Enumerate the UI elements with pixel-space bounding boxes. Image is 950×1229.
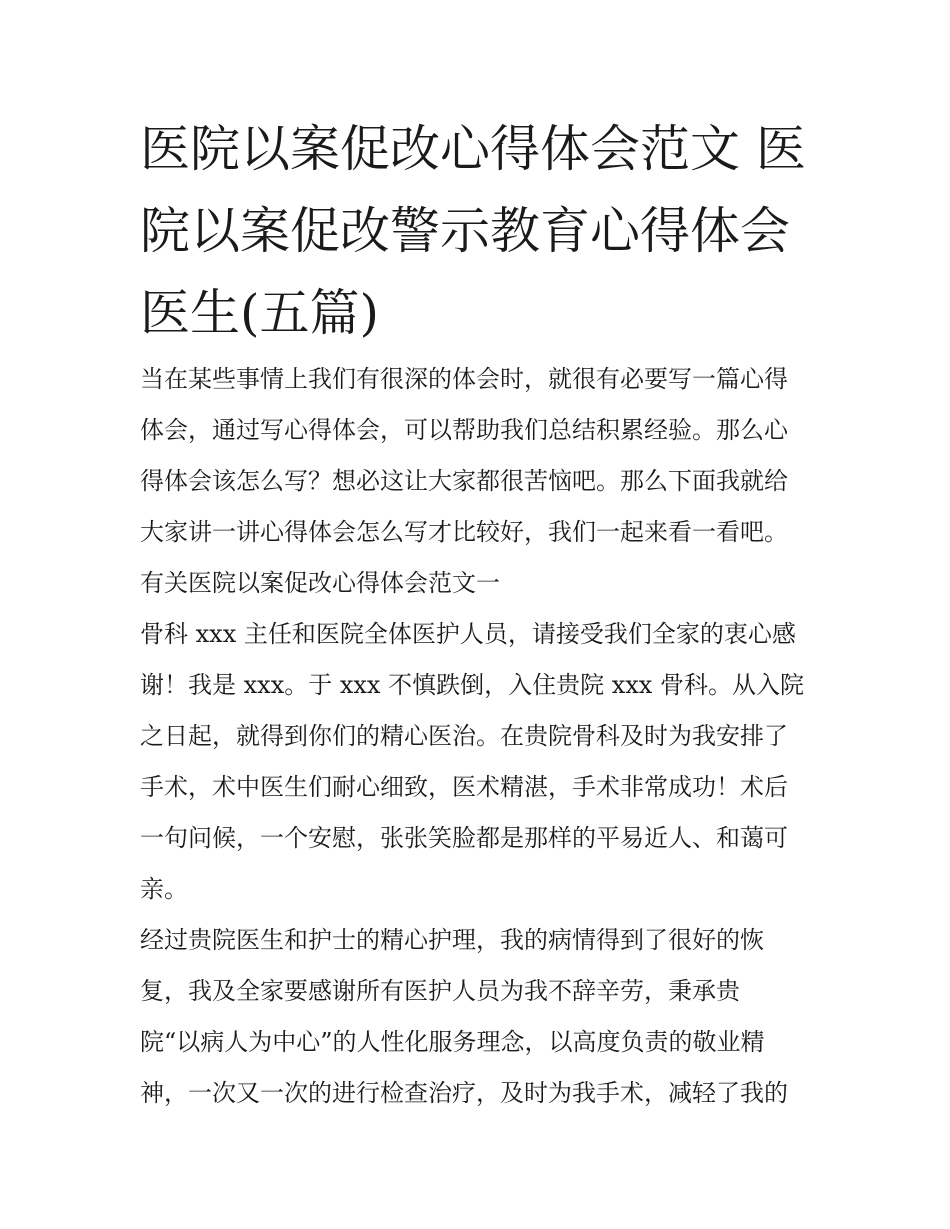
intro-line: 大家讲一讲心得体会怎么写才比较好，我们一起来看一看吧。	[140, 518, 788, 546]
document-body	[140, 354, 830, 1119]
paragraph-line: 院“以病人为中心”的人性化服务理念，以高度负责的敬业精	[140, 1028, 765, 1056]
paragraph-line: 复，我及全家要感谢所有医护人员为我不辞辛劳，秉承贵	[140, 977, 740, 1005]
paragraph-line: 谢！我是 xxx。于 xxx 不慎跌倒，入住贵院 xxx 骨科。从入院	[140, 671, 804, 699]
intro-line: 得体会该怎么写？想必这让大家都很苦恼吧。那么下面我就给	[140, 467, 788, 495]
paragraph-line: 骨科 xxx 主任和医院全体医护人员，请接受我们全家的衷心感	[140, 620, 796, 648]
title-line: 院以案促改警示教育心得体会	[140, 202, 790, 260]
paragraph-line: 一句问候，一个安慰，张张笑脸都是那样的平易近人、和蔼可	[140, 824, 788, 852]
title-line: 医院以案促改心得体会范文 医	[140, 120, 806, 178]
paragraph-line: 之日起，就得到你们的精心医治。在贵院骨科及时为我安排了	[140, 722, 788, 750]
paragraph-line: 神，一次又一次的进行检查治疗，及时为我手术，减轻了我的	[140, 1079, 788, 1107]
intro-line: 体会，通过写心得体会，可以帮助我们总结积累经验。那么心	[140, 416, 788, 444]
paragraph-line: 手术，术中医生们耐心细致，医术精湛，手术非常成功！术后	[140, 773, 788, 801]
intro-line: 当在某些事情上我们有很深的体会时，就很有必要写一篇心得	[140, 365, 788, 393]
title-line: 医生(五篇)	[140, 284, 380, 342]
paragraph-line: 亲。	[140, 875, 188, 903]
document-title	[140, 108, 820, 354]
paragraph-line: 经过贵院医生和护士的精心护理，我的病情得到了很好的恢	[140, 926, 764, 954]
section-heading: 有关医院以案促改心得体会范文一	[140, 569, 500, 597]
